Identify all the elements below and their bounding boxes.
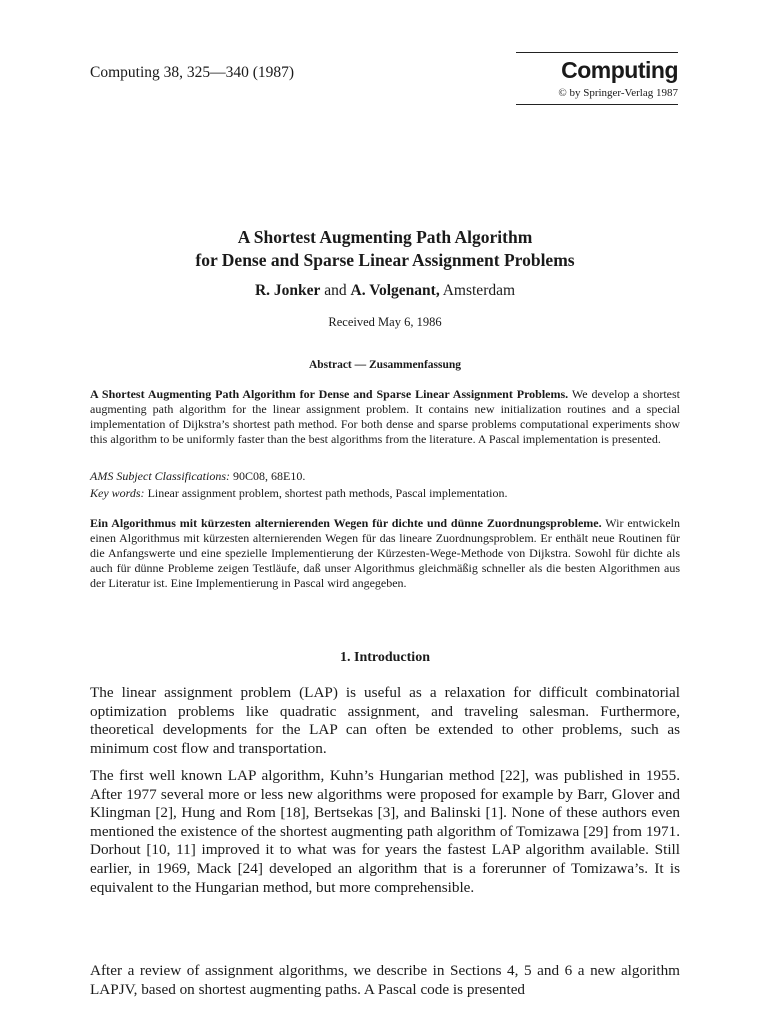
abstract-english-text: We develop a shortest augmenting path algorithm for the linear assignment problem. It contains new initialization routines and a special implementation of Dijkstra’s shortest path method. For both dense and sparse problems computational experiments show this algorithm to be uniformly faster than the best algorithms from the literature. A Pascal implementation is presented.	[90, 387, 680, 446]
title-line-2: for Dense and Sparse Linear Assignment Problems	[195, 250, 575, 270]
author-2: A. Volgenant,	[350, 282, 440, 299]
abstract-german	[90, 516, 680, 591]
key-words-value: Linear assignment problem, shortest path methods, Pascal implementation.	[144, 486, 508, 500]
author-1: R. Jonker	[254, 282, 321, 299]
intro-paragraph-2: The first well known LAP algorithm, Kuhn’s Hungarian method [22], was published in 1955. After 1977 several more or less new algorithms were proposed for example by Barr, Glover and Klingman [2], Hung and Rom [18], Bertsekas [3], and Balinski [1]. None of these authors even mentioned the existence of the shortest augmenting path algorithm of Tomizawa [29] from 1971. Dorhout [10, 11] improved it to what was for years the fastest LAP algorithm available. Still earlier, in 1969, Mack [24] developed an algorithm that is a forerunner of Tomizawa’s. It is equivalent to the Hungarian method, but more comprehensible.	[90, 767, 680, 896]
key-words	[90, 486, 680, 501]
author-conjunction: and	[320, 282, 351, 299]
ams-label: AMS Subject Classifications:	[90, 469, 230, 483]
paper-title	[90, 226, 680, 272]
abstract-heading: Abstract — Zusammenfassung	[308, 359, 462, 371]
abstract-german-title: Ein Algorithmus mit kürzesten alternierenden Wegen für dichte und dünne Zuordnungsprobleme.	[90, 516, 602, 530]
brand-top-rule	[516, 52, 678, 53]
ams-classification	[90, 469, 680, 484]
received-date: Received May 6, 1986	[328, 315, 442, 329]
intro-paragraph-3: After a review of assignment algorithms, we describe in Sections 4, 5 and 6 a new algorithm LAPJV, based on shortest augmenting paths. A Pascal code is presented	[90, 962, 680, 998]
abstract-english	[90, 387, 680, 447]
abstract-german-text: Wir entwickeln einen Algorithmus mit kürzesten alternierenden Wegen für das lineare Zuordnungsproblem. Er enthält neue Routinen für die Anfangswerte und eine spezielle Implementierung der Kürzesten-Wege-Methode von Dijkstra. Sowohl für dichte als auch für dünne Probleme zeigen Testläufe, daß unser Algorithmus gleichmäßig schneller als die besten Algorithmen aus der Literatur ist. Eine Implementierung in Pascal wird angegeben.	[90, 516, 680, 590]
ams-value: 90C08, 68E10.	[230, 469, 306, 483]
key-words-label: Key words:	[90, 486, 145, 500]
brand-bottom-rule	[516, 104, 678, 105]
title-line-1: A Shortest Augmenting Path Algorithm	[237, 227, 533, 247]
journal-logo-text: Computing	[561, 57, 678, 83]
author-line	[90, 282, 680, 300]
section-heading-introduction: 1. Introduction	[340, 650, 430, 665]
author-location: Amsterdam	[439, 282, 516, 299]
journal-reference: Computing 38, 325—340 (1987)	[90, 64, 295, 81]
copyright-notice: © by Springer-Verlag 1987	[558, 87, 678, 99]
intro-paragraph-1: The linear assignment problem (LAP) is useful as a relaxation for difficult combinatorial optimization problems like quadratic assignment, and traveling salesman. Furthermore, theoretical developments for the LAP can often be extended to other problems, such as minimum cost flow and transportation.	[90, 684, 680, 757]
abstract-english-title: A Shortest Augmenting Path Algorithm for Dense and Sparse Linear Assignment Problems.	[90, 387, 569, 401]
journal-brand	[516, 52, 678, 105]
